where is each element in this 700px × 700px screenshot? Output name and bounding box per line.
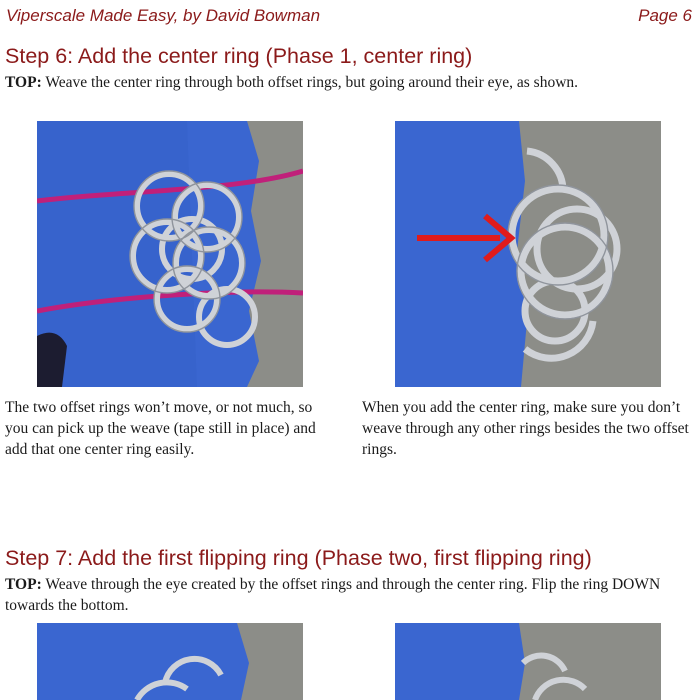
step6-caption-right: When you add the center ring, make sure you don’t weave through any other rings besides the two offset rings. [362, 399, 689, 458]
step6-photo-left [37, 121, 303, 387]
step7-title: Step 7: Add the first flipping ring (Phase two, first flipping ring) [5, 546, 592, 570]
step6-label: TOP: [5, 74, 42, 91]
step7-text: Weave through the eye created by the offset rings and through the center ring. Flip the ring DOWN towards the bottom. [5, 576, 661, 614]
step7-photo-right [395, 623, 661, 700]
page-number: Page 6 [638, 6, 692, 25]
step6-caption-left: The two offset rings won’t move, or not much, so you can pick up the weave (tape still in place) and add that one center ring easily. [5, 399, 316, 458]
step7-photo-left [37, 623, 303, 700]
step6-title: Step 6: Add the center ring (Phase 1, center ring) [5, 44, 473, 68]
document-header-title: Viperscale Made Easy, by David Bowman [6, 6, 321, 25]
step6-photo-right [395, 121, 661, 387]
step6-text: Weave the center ring through both offset rings, but going around their eye, as shown. [45, 74, 579, 91]
step7-label: TOP: [5, 576, 42, 593]
step6-description [5, 72, 695, 93]
step7-description [5, 574, 695, 616]
